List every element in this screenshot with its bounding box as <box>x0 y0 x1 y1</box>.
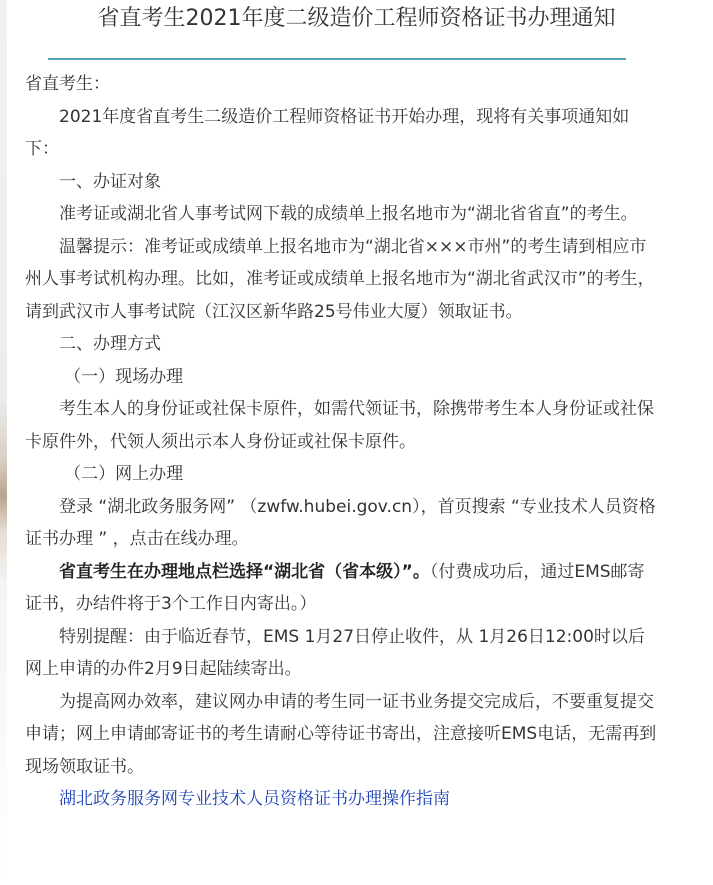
subheading-onsite: （一）现场办理 <box>64 366 184 387</box>
province-selection-tail: （付费成功后，通过EMS邮寄证书，办结件将于3个工作日内寄出。） <box>25 561 645 614</box>
guide-paragraph <box>25 783 657 816</box>
province-selection-paragraph <box>25 556 657 621</box>
tip-paragraph: 温馨提示：准考证或成绩单上报名地市为“湖北省×××市州”的考生请到相应市州人事考试机构办理。比如，准考证或成绩单上报名地市为“湖北省武汉市”的考生，请到武汉市人事考试院（江汉区新华路25号伟业大厦）领取证书。 <box>25 236 655 322</box>
salutation: 省直考生： <box>25 74 110 94</box>
page-title: 省直考生2021年度二级造价工程师资格证书办理通知 <box>97 6 616 31</box>
eligibility-paragraph: 准考证或湖北省人事考试网下载的成绩单上报名地市为“湖北省省直”的考生。 <box>59 204 638 224</box>
background-image-edge <box>0 0 7 885</box>
onsite-paragraph: 考生本人的身份证或社保卡原件，如需代领证书，除携带考生本人身份证或社保卡原件外，代领人须出示本人身份证或社保卡原件。 <box>25 399 654 452</box>
guide-link[interactable]: 湖北政务服务网专业技术人员资格证书办理操作指南 <box>59 789 450 809</box>
online-paragraph: 登录 “湖北政务服务网” （zwfw.hubei.gov.cn），首页搜索 “专业技术人员资格证书办理 ” ，点击在线办理。 <box>25 496 656 549</box>
subheading-online: （二）网上办理 <box>64 464 184 484</box>
notice-body <box>25 68 657 816</box>
efficiency-paragraph: 为提高网办效率，建议网办申请的考生同一证书业务提交完成后，不要重复提交申请；网上申请邮寄证书的考生请耐心等待证书寄出，注意接听EMS电话，无需再到现场领取证书。 <box>25 691 657 777</box>
section-heading-eligibility: 一、办证对象 <box>59 171 161 192</box>
intro-paragraph: 2021年度省直考生二级造价工程师资格证书开始办理，现将有关事项通知如下： <box>25 106 630 159</box>
title-divider <box>48 58 626 60</box>
province-selection-bold: 省直考生在办理地点栏选择“湖北省（省本级）”。 <box>59 561 430 582</box>
section-heading-methods: 二、办理方式 <box>59 334 161 354</box>
special-reminder-paragraph: 特别提醒：由于临近春节，EMS 1月27日停止收件，从 1月26日12:00时以后网上申请的办件2月9日起陆续寄出。 <box>25 626 645 679</box>
